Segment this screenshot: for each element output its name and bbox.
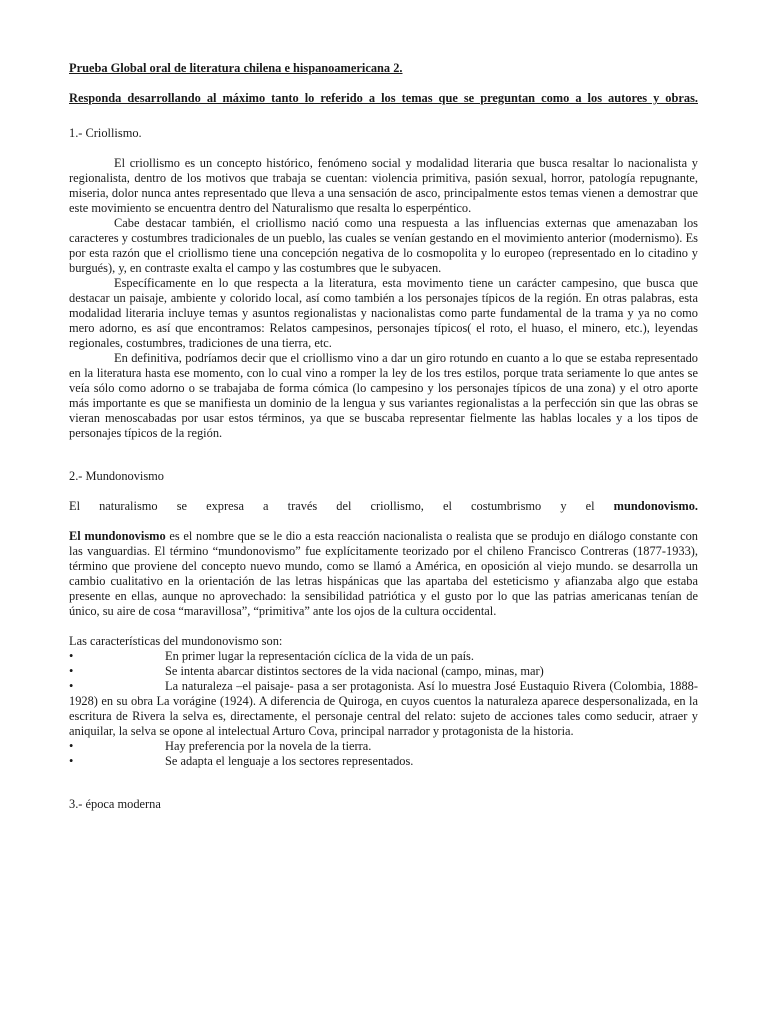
section-1-paragraph: Específicamente en lo que respecta a la literatura, esta movimento tiene un carácter campesino, que busca que destacar un paisaje, ambiente y colorido local, así como también a los personajes típicos de la región. En otras palabras, esta modalidad literaria incluye temas y asuntos regionalistas y nacionalistas como parte fundamental de la trama y ya no como mero adorno, es así que encontramos: Relatos campesinos, personajes típicos( el roto, el huaso, el minero, etc.), leyendas regionales, costumbres, tradiciones de una tierra, etc.: [69, 276, 698, 350]
list-item-text: Se intenta abarcar distintos sectores de la vida nacional (campo, minas, mar): [165, 664, 544, 678]
section-2-intro-term: mundonovismo.: [613, 499, 698, 513]
section-2-intro: [69, 499, 698, 514]
list-item: [69, 649, 698, 664]
list-item: [69, 679, 698, 739]
section-3-heading: 3.- época moderna: [69, 797, 161, 811]
list-item-text: La naturaleza –el paisaje- pasa a ser protagonista. Así lo muestra José Eustaquio Rivera (Colombia, 1888-1928) en su obra La vorágine (1924). A diferencia de Quiroga, en cuyos cuentos la naturaleza aparece despersonalizada, en la escritura de Rivera la selva es, directamente, el personaje central del relato: sujeto de acciones tales como seducir, atraer y aniquilar, la selva se opone al intelectual Arturo Cova, principal narrador y protagonista de la historia.: [69, 679, 698, 738]
section-1-heading: 1.- Criollismo.: [69, 126, 142, 140]
list-item-text: Se adapta el lenguaje a los sectores representados.: [165, 754, 414, 768]
section-2-heading: 2.- Mundonovismo: [69, 469, 164, 483]
section-1-paragraph: Cabe destacar también, el criollismo nació como una respuesta a las influencias externas que amenazaban los caracteres y costumbres tradicionales de un pueblo, las cuales se venían gestando en el movimiento anterior (modernismo). Es por esta razón que el criollismo tiene una concepción negativa de lo cosmopolita y lo europeo (representado en lo citadino y burgués), y, en contraste exalta el campo y las costumbres que le subyacen.: [69, 216, 698, 275]
section-2-intro-text: El naturalismo se expresa a través del criollismo, el costumbrismo y el: [69, 499, 614, 513]
list-item-text: Hay preferencia por la novela de la tierra.: [165, 739, 372, 753]
document-instructions: Responda desarrollando al máximo tanto lo referido a los temas que se preguntan como a los autores y obras.: [69, 91, 698, 105]
document-body: [69, 61, 698, 812]
bullet-icon: •: [69, 754, 74, 768]
list-item: [69, 739, 698, 754]
characteristics-title: Las características del mundonovismo son:: [69, 634, 283, 648]
bullet-icon: •: [69, 649, 74, 663]
section-2-definition-text: es el nombre que se le dio a esta reacción nacionalista o realista que se produjo en diálogo constante con las vanguardias. El término “mundonovismo” fue explícitamente teorizado por el chileno Francisco Contreras (1877-1933), término que proviene del concepto nuevo mundo, como se llamó a América, en oposición al viejo mundo. se desarrolla un cambio cualitativo en la orientación de las letras hispánicas que las apartaba del esteticismo y afianzaba algo que estaba presente en ellas, aunque no aprovechado: la sensibilidad patriótica y el gusto por lo que las patrias americanas tenían de único, su aire de cosa “maravillosa”, “primitiva” ante los ojos de la cultura occidental.: [69, 529, 698, 618]
list-item-text: En primer lugar la representación cíclica de la vida de un país.: [165, 649, 474, 663]
section-1-paragraph: El criollismo es un concepto histórico, fenómeno social y modalidad literaria que busca resaltar lo nacionalista y regionalista, dentro de los motivos que trabaja se cuentan: violencia primitiva, pasión sexual, horror, patología repugnante, miseria, dolor nunca antes representado que lleva a una sensación de asco, principalmente estos temas vienen a demostrar que este movimiento se encuentra dentro del Naturalismo que resalta lo esperpéntico.: [69, 156, 698, 215]
list-item: [69, 754, 698, 769]
section-2-definition-term: El mundonovismo: [69, 529, 166, 543]
document-title: Prueba Global oral de literatura chilena e hispanoamericana 2.: [69, 61, 403, 75]
section-1-paragraph: En definitiva, podríamos decir que el criollismo vino a dar un giro rotundo en cuanto a lo que se estaba representado en la literatura hasta ese momento, con lo cual vino a romper la ley de los tres estilos, porque trata seriamente lo que antes se veía sólo como adorno o se trabajaba de forma cómica (lo campesino y los personajes típicos de una zona) y el otro aporte más importante es que se manifiesta un dominio de la lengua y sus variantes regionalistas a la perfección sin que las obras se vieran menoscabadas por usar estos términos, ya que se buscaba representar fielmente las hablas locales y a los tipos de personajes típicos de la región.: [69, 351, 698, 440]
bullet-icon: •: [69, 664, 74, 678]
section-2-definition: [69, 529, 698, 619]
list-item: [69, 664, 698, 679]
bullet-icon: •: [69, 739, 74, 753]
bullet-icon: •: [69, 679, 74, 693]
